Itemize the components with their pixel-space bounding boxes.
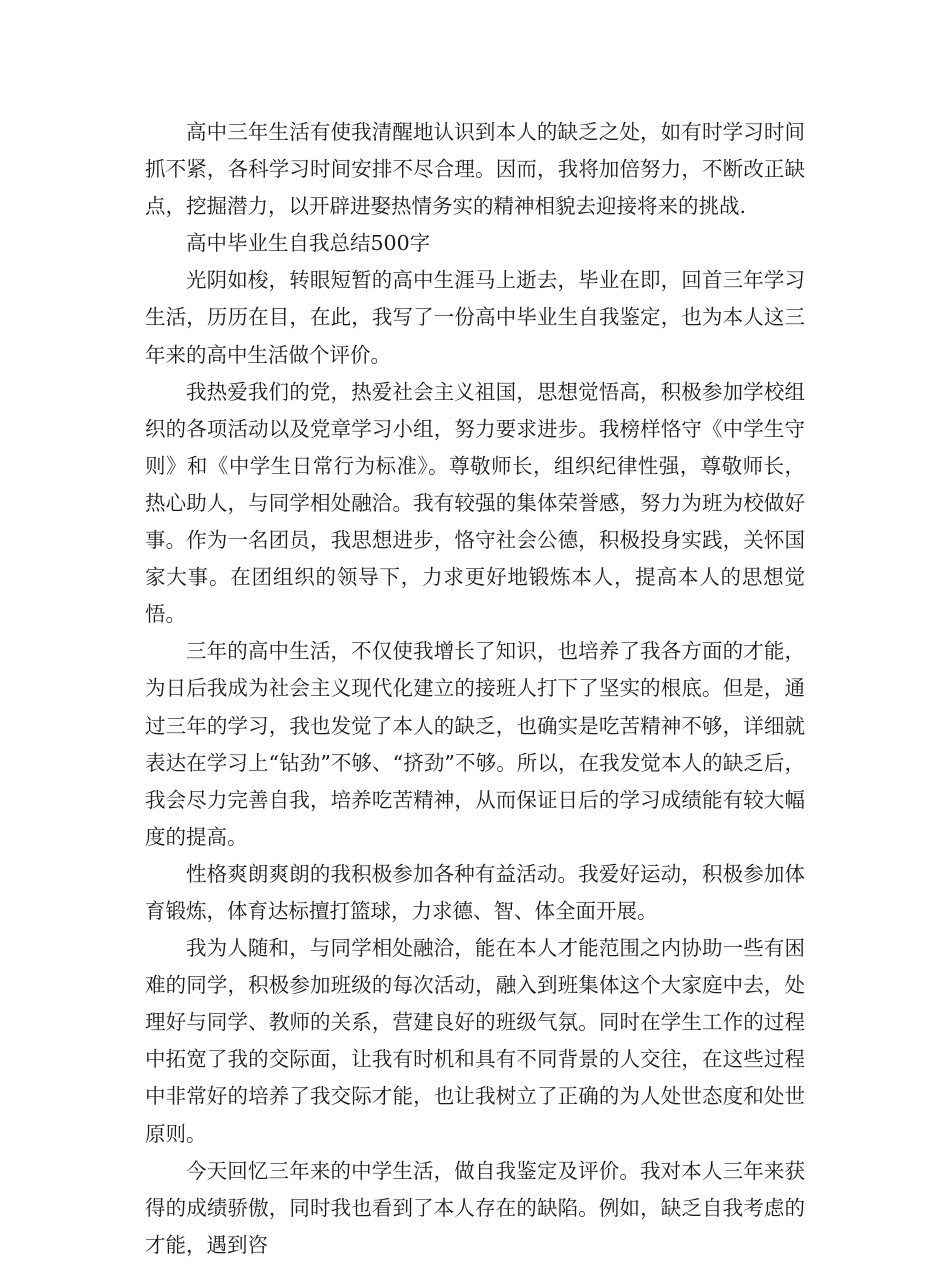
paragraph-love-party: 我热爱我们的党，热爱社会主义祖国，思想觉悟高，积极参加学校组织的各项活动以及党章学习小组，努力要求进步。我榜样恪守《中学生守则》和《中学生日常行为标准》。尊敬师长，组织纪律性强，尊敬师长，热心助人，与同学相处融洽。我有较强的集体荣誉感，努力为班为校做好事。作为一名团员，我思想进步，恪守社会公德，积极投身实践，关怀国家大事。在团组织的领导下，力求更好地锻炼本人，提高本人的思想觉悟。	[145, 379, 805, 627]
section-title: 高中毕业生自我总结500字	[186, 231, 431, 256]
paragraph-three-years: 三年的高中生活，不仅使我增长了知识，也培养了我各方面的才能，为日后我成为社会主义现代化建立的接班人打下了坚实的根底。但是，通过三年的学习，我也发觉了本人的缺乏，也确实是吃苦精神不够，详细就表达在学习上“钻劲”不够、“挤劲”不够。所以，在我发觉本人的缺乏后，我会尽力完善自我，培养吃苦精神，从而保证日后的学习成绩能有较大幅度的提高。	[145, 639, 805, 849]
paragraph-easygoing: 我为人随和，与同学相处融洽，能在本人才能范围之内协助一些有困难的同学，积极参加班级的每次活动，融入到班集体这个大家庭中去，处理好与同学、教师的关系，营建良好的班级气氛。同时在学生工作的过程中拓宽了我的交际面，让我有时机和具有不同背景的人交往，在这些过程中非常好的培养了我交际才能，也让我树立了正确的为人处世态度和处世原则。	[145, 936, 805, 1146]
document-body	[145, 114, 805, 1264]
paragraph-intro-shortcomings: 高中三年生活有使我清醒地认识到本人的缺乏之处，如有时学习时间抓不紧，各科学习时间安排不尽合理。因而，我将加倍努力，不断改正缺点，挖掘潜力，以开辟进娶热情务实的精神相貌去迎接将来的挑战.	[145, 120, 805, 219]
paragraph-personality: 性格爽朗爽朗的我积极参加各种有益活动。我爱好运动，积极参加体育锻炼，体育达标擅打篮球，力求德、智、体全面开展。	[145, 861, 805, 923]
paragraph-recall: 今天回忆三年来的中学生活，做自我鉴定及评价。我对本人三年来获得的成绩骄傲，同时我也看到了本人存在的缺陷。例如，缺乏自我考虑的才能，遇到咨	[145, 1158, 805, 1257]
paragraph-time-flies: 光阴如梭，转眼短暂的高中生涯马上逝去，毕业在即，回首三年学习生活，历历在目，在此，我写了一份高中毕业生自我鉴定，也为本人这三年来的高中生活做个评价。	[145, 268, 805, 367]
